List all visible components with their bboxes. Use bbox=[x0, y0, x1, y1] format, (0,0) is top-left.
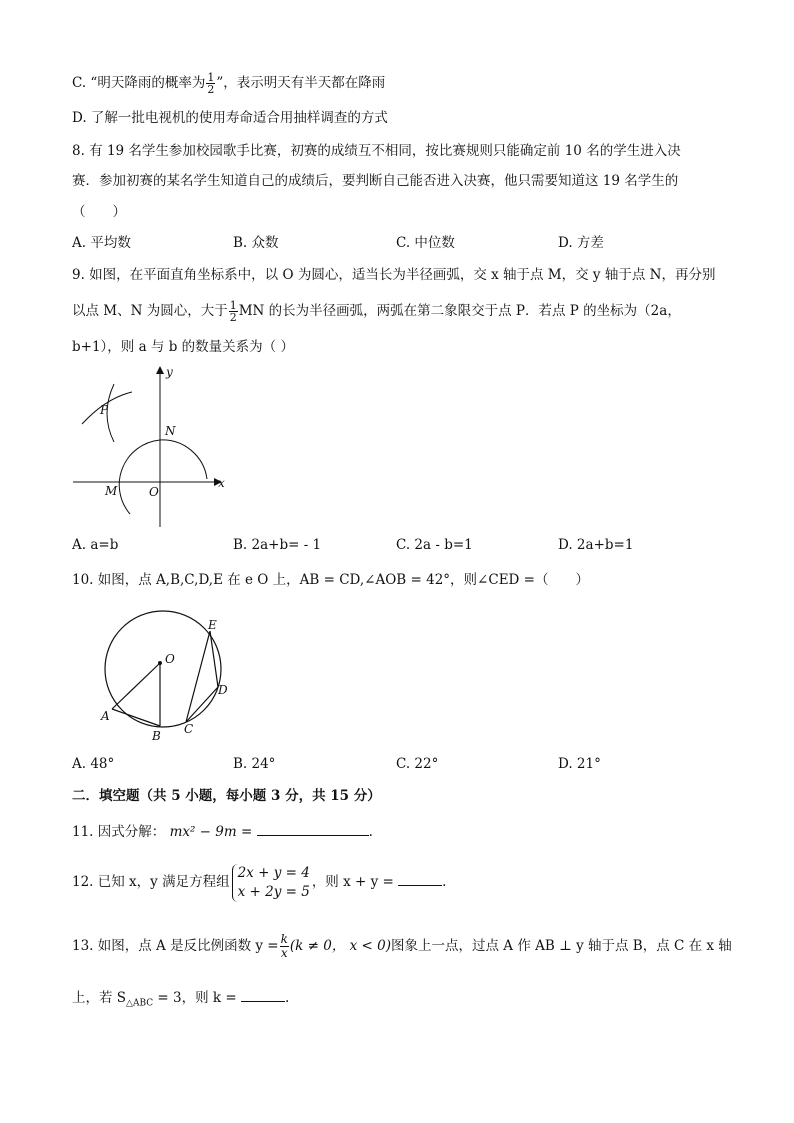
label-c: C bbox=[184, 722, 194, 736]
q9-option-a: A. a=b bbox=[72, 537, 119, 553]
q12-suffix: . bbox=[442, 874, 447, 890]
fraction bbox=[206, 72, 215, 95]
fraction bbox=[280, 933, 289, 960]
q8-option-c: C. 中位数 bbox=[396, 235, 455, 251]
q13-answer-blank[interactable] bbox=[241, 987, 285, 1002]
q11 bbox=[72, 821, 373, 842]
arc-center-o bbox=[119, 440, 207, 514]
label-n: N bbox=[165, 424, 176, 438]
q7-c-prefix: C. “明天降雨的概率为 bbox=[72, 75, 206, 91]
fraction bbox=[229, 300, 238, 323]
q13-subscript: △ABC bbox=[126, 998, 154, 1009]
q8-line-2: 赛．参加初赛的某名学生知道自己的成绩后，要判断自己能否进入决赛，他只需要知道这 19 名学生的 bbox=[72, 173, 679, 189]
q12 bbox=[72, 862, 446, 902]
q12-middle: ，则 x + y = bbox=[311, 874, 394, 890]
label-o: O bbox=[149, 485, 159, 499]
label-a: A bbox=[101, 709, 110, 723]
label-b: B bbox=[152, 729, 161, 743]
q12-prefix: 12. 已知 x，y 满足方程组 bbox=[72, 874, 230, 890]
q10-option-d: D. 21° bbox=[558, 756, 601, 772]
q7-c-suffix: ”，表示明天有半天都在降雨 bbox=[216, 75, 386, 91]
q13-line-2-prefix: 上，若 S bbox=[72, 990, 127, 1006]
q10-option-a: A. 48° bbox=[72, 756, 115, 772]
circle-o bbox=[105, 611, 221, 727]
q7-option-d: D. 了解一批电视机的使用寿命适合用抽样调查的方式 bbox=[72, 110, 388, 126]
q11-suffix: . bbox=[368, 824, 373, 840]
fraction-numerator: k bbox=[280, 932, 288, 946]
label-o: O bbox=[165, 652, 175, 666]
q10-circle-figure bbox=[92, 605, 242, 747]
fraction-denominator: 2 bbox=[229, 311, 237, 324]
label-x: x bbox=[218, 476, 225, 490]
q8-option-a: A. 平均数 bbox=[72, 235, 131, 251]
segment-ab bbox=[112, 709, 160, 726]
q10-option-b: B. 24° bbox=[233, 756, 276, 772]
q13-prefix: 13. 如图，点 A 是反比例函数 y = bbox=[72, 938, 279, 954]
segment-ed bbox=[210, 631, 218, 687]
q8-line-3: （ ） bbox=[72, 204, 126, 220]
label-p: P bbox=[100, 403, 109, 417]
fraction-numerator: 1 bbox=[207, 71, 215, 84]
q13-line-1 bbox=[72, 930, 732, 962]
q12-equation-system bbox=[232, 864, 310, 902]
q12-equation-2: x + 2y = 5 bbox=[237, 883, 310, 900]
q13-line-2 bbox=[72, 987, 289, 1014]
q9-line-1: 9. 如图，在平面直角坐标系中，以 O 为圆心，适当长为半径画弧，交 x 轴于点 M，交 y 轴于点 N，再分别 bbox=[72, 267, 716, 283]
q10-line-1: 10. 如图，点 A,B,C,D,E 在 e O 上，AB = CD,∠AOB = 42°，则∠CED =（ ） bbox=[72, 572, 589, 588]
label-m: M bbox=[105, 484, 118, 498]
q9-line-3: b+1），则 a 与 b 的数量关系为（ ） bbox=[72, 339, 294, 355]
q8-option-d: D. 方差 bbox=[558, 235, 604, 251]
q9-option-b: B. 2a+b= - 1 bbox=[233, 537, 322, 553]
q9-line-2-prefix: 以点 M、N 为圆心，大于 bbox=[72, 303, 228, 319]
fraction-denominator: 2 bbox=[207, 83, 215, 96]
q13-line-2-mid: = 3，则 k = bbox=[153, 990, 237, 1006]
q12-answer-blank[interactable] bbox=[398, 871, 442, 886]
segment-oa bbox=[112, 663, 160, 709]
fraction-numerator: 1 bbox=[229, 299, 237, 312]
q9-coordinate-figure bbox=[68, 362, 238, 532]
section-2-title: 二．填空题（共 5 小题，每小题 3 分，共 15 分） bbox=[72, 788, 381, 804]
label-y: y bbox=[166, 365, 173, 379]
q9-line-2-suffix: MN 的长为半径画弧，两弧在第二象限交于点 P．若点 P 的坐标为（2a， bbox=[238, 303, 681, 319]
q8-line-1: 8. 有 19 名学生参加校园歌手比赛，初赛的成绩互不相同，按比赛规则只能确定前 10 名的学生进入决 bbox=[72, 143, 681, 159]
q11-answer-blank[interactable] bbox=[257, 821, 369, 836]
q11-expression: mx² − 9m = bbox=[169, 824, 253, 840]
q7-option-c bbox=[72, 72, 385, 95]
fraction-denominator: x bbox=[280, 946, 288, 960]
y-axis-arrow bbox=[156, 366, 164, 374]
center-point bbox=[158, 661, 162, 665]
label-e: E bbox=[208, 618, 217, 632]
q9-line-2 bbox=[72, 300, 681, 323]
label-d: D bbox=[218, 683, 228, 697]
q12-equation-1: 2x + y = 4 bbox=[237, 864, 310, 881]
q10-option-c: C. 22° bbox=[396, 756, 439, 772]
q9-option-d: D. 2a+b=1 bbox=[558, 537, 634, 553]
q13-suffix: 图象上一点，过点 A 作 AB ⊥ y 轴于点 B，点 C 在 x 轴 bbox=[391, 938, 732, 954]
q9-option-c: C. 2a - b=1 bbox=[396, 537, 473, 553]
q13-suffix-dot: . bbox=[285, 990, 290, 1006]
q11-prefix: 11. 因式分解： bbox=[72, 824, 166, 840]
q13-condition: (k ≠ 0， x < 0) bbox=[289, 938, 391, 954]
q8-option-b: B. 众数 bbox=[233, 235, 279, 251]
